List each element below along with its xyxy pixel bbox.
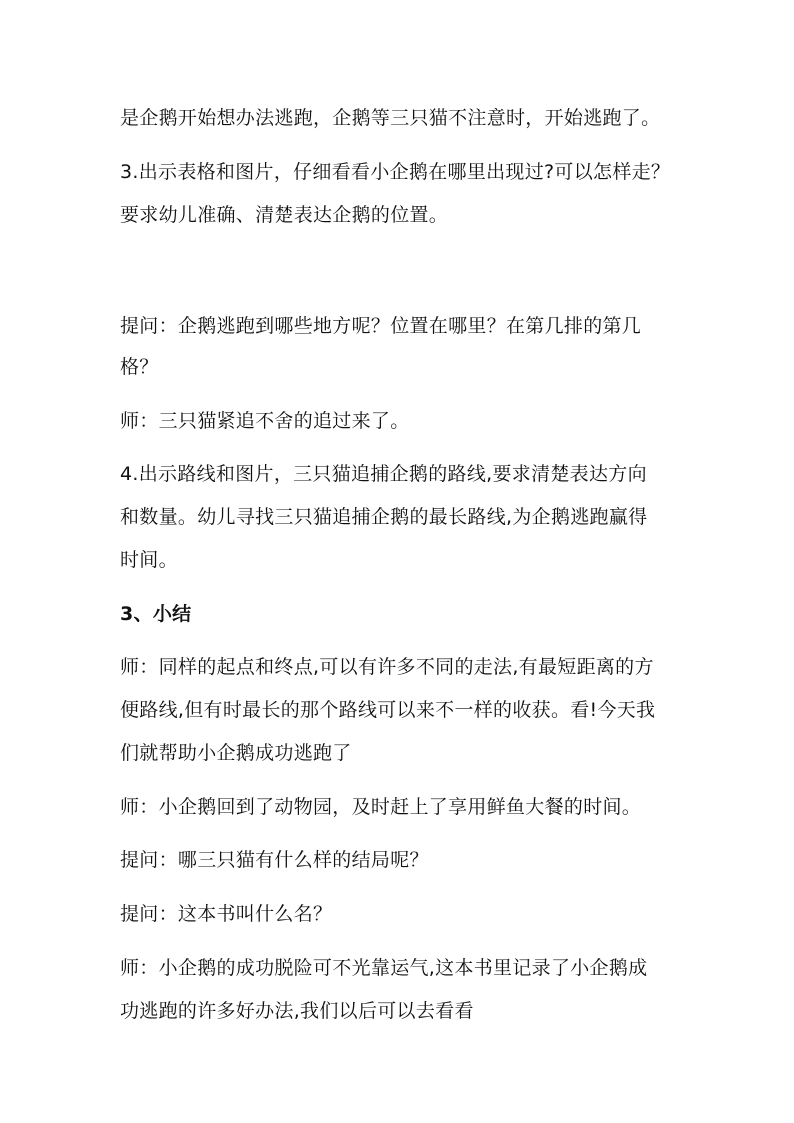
text-line: 提问：这本书叫什么名？ (120, 903, 333, 925)
text-line: 们就帮助小企鹅成功逃跑了 (120, 742, 352, 764)
section-heading: 3、小结 (120, 603, 192, 625)
text-line: 师：小企鹅回到了动物园，及时赶上了享用鲜鱼大餐的时间。 (120, 796, 642, 818)
text-line: 师：三只猫紧追不舍的追过来了。 (120, 410, 410, 432)
text-line: 师：同样的起点和终点,可以有许多不同的走法,有最短距离的方 (120, 656, 654, 678)
text-line: 要求幼儿准确、清楚表达企鹅的位置。 (120, 204, 449, 226)
text-line: 格？ (120, 356, 159, 378)
text-line: 3.出示表格和图片，仔细看看小企鹅在哪里出现过?可以怎样走？ (120, 161, 671, 183)
text-line: 师：小企鹅的成功脱险可不光靠运气,这本书里记录了小企鹅成 (120, 957, 648, 979)
text-line: 时间。 (120, 549, 178, 571)
text-line: 4.出示路线和图片，三只猫追捕企鹅的路线,要求清楚表达方向 (120, 463, 647, 485)
text-line: 提问：企鹅逃跑到哪些地方呢？位置在哪里？在第几排的第几 (120, 315, 642, 337)
text-line: 功逃跑的许多好办法,我们以后可以去看看 (120, 1000, 474, 1022)
text-line: 提问：哪三只猫有什么样的结局呢？ (120, 849, 429, 871)
text-line: 和数量。幼儿寻找三只猫追捕企鹅的最长路线,为企鹅逃跑赢得 (120, 506, 648, 528)
text-line: 是企鹅开始想办法逃跑，企鹅等三只猫不注意时，开始逃跑了。 (120, 107, 661, 129)
text-line: 便路线,但有时最长的那个路线可以来不一样的收获。看!今天我 (120, 699, 656, 721)
